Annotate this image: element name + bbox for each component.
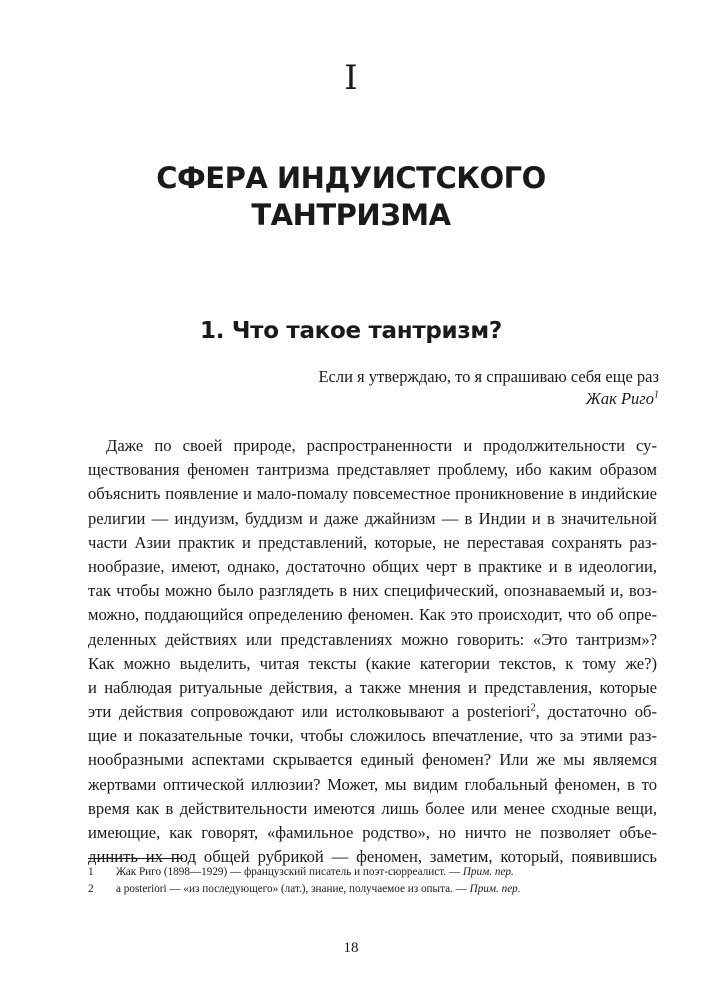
- part-number: I: [344, 58, 358, 98]
- body-line: Даже по своей природе, распространенности и продолжительности су-: [106, 436, 657, 455]
- footnote-ref-1: 1: [654, 389, 659, 401]
- section-title: 1. Что такое тантризм?: [200, 318, 502, 344]
- body-line-text: эти действия сопровождают или истолковывают a posteriori: [88, 702, 531, 722]
- body-line: деленных действиях или представлениях можно говорить: «Это тантризм»?: [88, 629, 657, 649]
- body-line: жертвами оптической иллюзии? Может, мы видим глобальный феномен, в то: [88, 774, 657, 794]
- body-line: и наблюдая ритуальные действия, а также мнения и представления, которые: [88, 677, 657, 697]
- epigraph-quote: Если я утверждаю, то я спрашиваю себя еще раз: [318, 367, 659, 386]
- footnotes: [88, 864, 657, 898]
- body-line: нообразными аспектами скрывается единый феномен? Или же мы являемся: [88, 750, 657, 770]
- part-title-line-1: СФЕРА ИНДУИСТСКОГО: [156, 161, 546, 195]
- epigraph-author-name: Жак Риго: [585, 389, 654, 408]
- body-line: можно, поддающийся определению феномен. Как это происходит, что об опре-: [88, 605, 657, 625]
- body-line-with-note: [88, 700, 657, 724]
- body-line: нообразие, имеют, однако, достаточно общих черт в практике и в идеологии,: [88, 556, 657, 576]
- body-line: имеющие, как говорят, «фамильное родство», но ничто не позволяет объе-: [88, 823, 657, 842]
- part-title-line-2: ТАНТРИЗМА: [251, 198, 451, 232]
- footnote: [88, 864, 657, 881]
- footnote-body: a posteriori — «из последующего» (лат.), знание, получаемое из опыта. —: [116, 883, 470, 895]
- footnote-divider: [88, 858, 183, 859]
- footnote-text: [116, 881, 521, 898]
- body-line: ществования феномен тантризма представляет проблему, ибо каким образом: [88, 460, 657, 480]
- body-line: так чтобы можно было разглядеть в них специфический, опознаваемый и, воз-: [88, 581, 657, 601]
- footnote-number: 2: [88, 883, 94, 895]
- body-line: объяснить появление и мало-помалу повсеместное проникновение в индийские: [88, 484, 657, 504]
- epigraph: [318, 366, 659, 410]
- footnote-ref-2: 2: [530, 702, 536, 714]
- body-line-tail: , достаточно об-: [535, 702, 658, 722]
- translator-note: Прим. пер.: [462, 866, 514, 878]
- footnote-number: 1: [88, 866, 94, 878]
- body-line: части Азии практик и представлений, которые, не переставая сохранять раз-: [88, 532, 657, 552]
- body-line: щие и показательные точки, чтобы сложилось впечатление, что за этими раз-: [88, 726, 657, 746]
- body-line: динить их под общей рубрикой — феномен, заметим, который, появившись: [88, 847, 657, 867]
- body-line: время как в действительности имеются лишь более или менее сходные вещи,: [88, 798, 657, 818]
- body-line: религии — индуизм, буддизм и даже джайнизм — в Индии и в значительной: [88, 508, 657, 528]
- page-number: 18: [343, 940, 359, 956]
- footnote: [88, 881, 657, 898]
- body-text: [88, 434, 657, 869]
- body-line: Как можно выделить, читая тексты (какие категории текстов, к тому же?): [88, 653, 657, 673]
- translator-note: Прим. пер.: [469, 883, 521, 895]
- footnote-text: [116, 864, 514, 881]
- part-title: [0, 160, 702, 234]
- epigraph-author: [318, 388, 659, 410]
- footnote-body: Жак Риго (1898—1929) — французский писатель и поэт-сюрреалист. —: [116, 866, 463, 878]
